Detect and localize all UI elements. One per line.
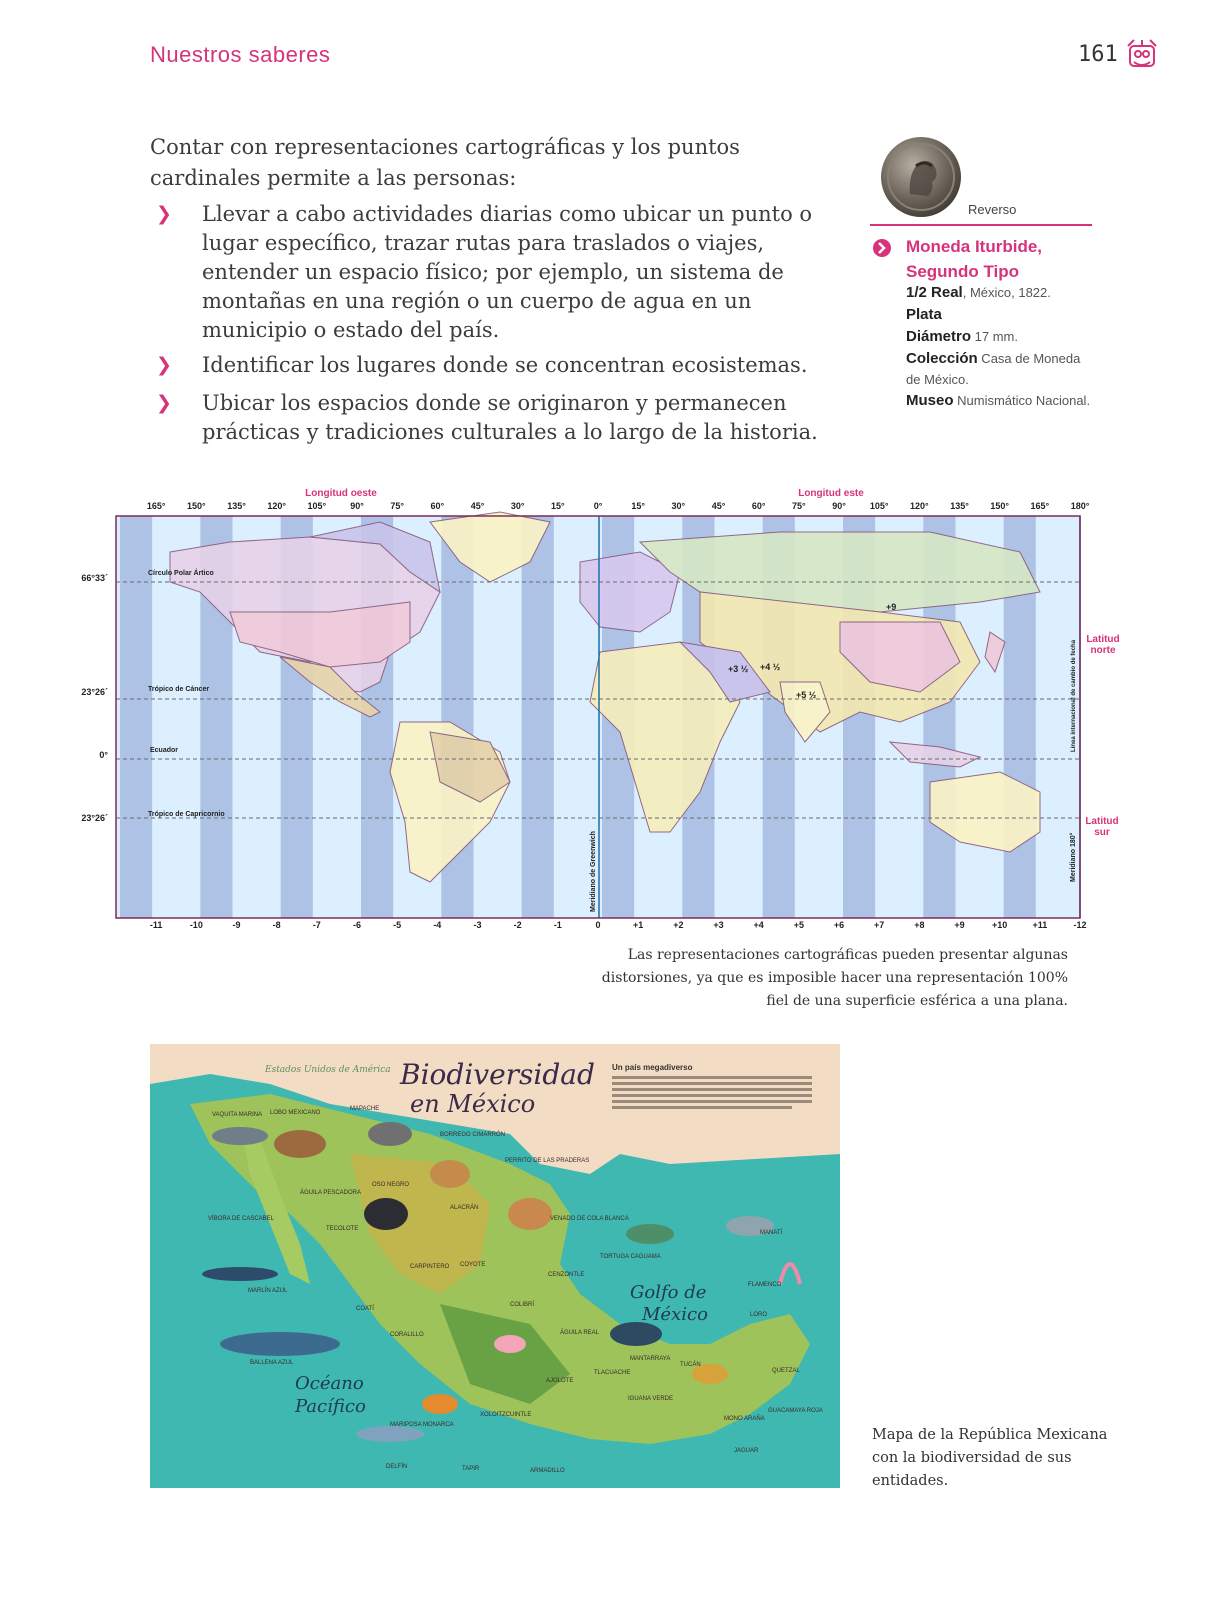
latitude-north-label: Latitud [1086, 634, 1120, 645]
latitude-name: Ecuador [150, 747, 179, 754]
timezone-label: -5 [393, 920, 402, 930]
ocean-label: Océano [295, 1373, 364, 1394]
longitude-tick-label: 45° [470, 501, 485, 511]
animal-label: VAQUITA MARINA [212, 1112, 263, 1118]
animal-label: LORO [750, 1312, 768, 1318]
animal-label: BALLENA AZUL [250, 1360, 294, 1366]
animal-label: MONO ARAÑA [724, 1416, 765, 1422]
timezone-label: -4 [433, 920, 442, 930]
latitude-name: Trópico de Cáncer [148, 686, 210, 693]
timezone-label: -10 [189, 920, 203, 930]
biodiversity-map [150, 1044, 840, 1488]
animal-label: VÍBORA DE CASCABEL [208, 1216, 275, 1222]
chevron-right-icon: ❯ [156, 354, 172, 376]
longitude-tick-label: 105° [869, 501, 889, 511]
longitude-tick-label: 165° [146, 501, 166, 511]
animal-label: FLAMENCO [748, 1282, 782, 1288]
aztec-glyph-icon [1124, 38, 1160, 74]
longitude-tick-label: 150° [187, 501, 206, 511]
animal-label: ARMADILLO [530, 1468, 565, 1474]
longitude-tick-label: 135° [227, 501, 246, 511]
longitude-west-label: Longitud oeste [305, 488, 377, 499]
longitude-tick-label: 150° [990, 501, 1009, 511]
zone-mark: +5 ½ [796, 690, 817, 700]
animal-label: JAGUAR [734, 1448, 759, 1454]
bio-map-caption: Mapa de la República Mexicana con la biodiversidad de sus entidades. [872, 1427, 1108, 1489]
timezone-label: +7 [874, 920, 885, 930]
latitude-name: Trópico de Capricornio [148, 811, 225, 818]
svg-text:Pacífico: Pacífico [295, 1396, 366, 1417]
timezone-label: +2 [673, 920, 684, 930]
section-title: Nuestros saberes [150, 42, 331, 67]
longitude-tick-label: 180° [1070, 501, 1090, 511]
coin-collection: Colección Casa de Moneda de México. [906, 350, 1081, 387]
animal-label: TAPIR [462, 1466, 480, 1472]
zone-mark: +3 ½ [728, 664, 749, 674]
animal-label: COYOTE [460, 1262, 486, 1268]
timezone-label: -6 [352, 920, 362, 930]
animal-label: COLIBRÍ [510, 1302, 535, 1308]
chevron-right-icon: ❯ [156, 392, 172, 414]
divider [870, 224, 1092, 226]
coin-diameter: Diámetro 17 mm. [906, 328, 1018, 345]
animal-label: IGUANA VERDE [628, 1396, 674, 1402]
animal-label: MARIPOSA MONARCA [390, 1422, 454, 1428]
coin-material: Plata [906, 306, 942, 323]
longitude-tick-label: 105° [307, 501, 327, 511]
timezone-label: -2 [513, 920, 522, 930]
longitude-tick-label: 15° [551, 501, 565, 511]
longitude-east-label: Longitud este [798, 488, 864, 499]
coin-title: Moneda Iturbide, Segundo Tipo [906, 237, 1042, 281]
animal-label: ÁGUILA PESCADORA [300, 1190, 362, 1196]
longitude-tick-label: 30° [510, 501, 525, 511]
animal-label: VENADO DE COLA BLANCA [550, 1216, 629, 1222]
timezone-label: +8 [914, 920, 925, 930]
world-timezone-map [80, 482, 1140, 938]
meridian-180-label: Meridiano 180° [1070, 832, 1077, 882]
timezone-label: -1 [553, 920, 562, 930]
animal-label: XOLOITZCUINTLE [480, 1412, 532, 1418]
animal-label: ALACRÁN [450, 1205, 479, 1211]
animal-label: QUETZAL [772, 1368, 800, 1374]
longitude-tick-label: 120° [267, 501, 286, 511]
longitude-tick-label: 75° [390, 501, 404, 511]
animal-label: TECOLOTE [326, 1226, 359, 1232]
longitude-tick-label: 60° [751, 501, 766, 511]
usa-label: Estados Unidos de América [265, 1065, 391, 1075]
animal-label: BORREGO CIMARRÓN [440, 1132, 506, 1138]
timezone-label: -7 [312, 920, 321, 930]
svg-text:México: México [642, 1304, 708, 1325]
longitude-tick-label: 60° [430, 501, 445, 511]
animal-label: MARLÍN AZUL [248, 1288, 288, 1294]
longitude-tick-label: 45° [711, 501, 726, 511]
longitude-tick-label: 120° [910, 501, 929, 511]
bio-sidebar-title: Un país megadiverso [612, 1063, 693, 1072]
longitude-tick-label: 135° [950, 501, 969, 511]
timezone-label: -9 [232, 920, 241, 930]
animal-label: PERRITO DE LAS PRADERAS [505, 1158, 590, 1164]
latitude-degree: 23°26´ [81, 813, 108, 823]
world-map-caption: Las representaciones cartográficas pueden presentar algunas distorsiones, ya que es imposible hacer una representación 100% fiel de una superficie esférica a una plana. [601, 947, 1068, 1009]
animal-label: TORTUGA CAGUAMA [600, 1254, 661, 1260]
coin-museum: Museo Numismático Nacional. [906, 392, 1091, 409]
longitude-tick-label: 75° [792, 501, 806, 511]
timezone-label: +1 [633, 920, 644, 930]
coin-image [880, 136, 962, 218]
timezone-stripe [522, 516, 554, 918]
timezone-label: -11 [149, 920, 163, 930]
animal-label: TLACUACHE [594, 1370, 631, 1376]
animal-label: OSO NEGRO [372, 1182, 410, 1188]
longitude-tick-label: 15° [631, 501, 645, 511]
timezone-label: +11 [1032, 920, 1048, 930]
animal-label: MAPACHE [350, 1106, 380, 1112]
timezone-label: +4 [753, 920, 764, 930]
latitude-degree: 0° [99, 750, 108, 760]
animal-label: GUACAMAYA ROJA [768, 1408, 823, 1414]
latitude-name: Círculo Polar Ártico [148, 570, 214, 577]
timezone-label: +3 [713, 920, 724, 930]
latitude-degree: 23°26´ [81, 687, 108, 697]
timezone-label: +10 [992, 920, 1008, 930]
zone-mark: +9 [886, 602, 897, 612]
animal-label: COATÍ [356, 1306, 374, 1312]
zone-mark: +4 ½ [760, 662, 781, 672]
page-number: 161 [1078, 42, 1118, 67]
latitude-south-label: Latitud [1085, 816, 1119, 827]
timezone-label: -8 [272, 920, 281, 930]
timezone-label: +5 [793, 920, 804, 930]
svg-text:norte: norte [1090, 645, 1116, 656]
animal-label: MANTARRAYA [630, 1356, 671, 1362]
animal-label: LOBO MEXICANO [270, 1110, 321, 1116]
animal-label: CORALILLO [390, 1332, 424, 1338]
longitude-tick-label: 30° [671, 501, 686, 511]
animal-label: ÁGUILA REAL [560, 1330, 600, 1336]
arrow-circle-icon [872, 238, 892, 258]
chevron-right-icon: ❯ [156, 203, 172, 225]
timezone-label: -12 [1073, 920, 1087, 930]
gulf-label: Golfo de [630, 1282, 707, 1303]
longitude-tick-label: 0° [593, 501, 603, 511]
timezone-label: -3 [473, 920, 482, 930]
animal-label: AJOLOTE [546, 1378, 574, 1384]
timezone-label: 0 [595, 920, 601, 930]
longitude-tick-label: 165° [1030, 501, 1050, 511]
timezone-label: +6 [833, 920, 845, 930]
coin-value: 1/2 Real, México, 1822. [906, 284, 1051, 301]
svg-text:sur: sur [1094, 827, 1110, 838]
bio-map-title: Biodiversidad [400, 1058, 595, 1091]
longitude-tick-label: 90° [350, 501, 364, 511]
date-line-label: Línea internacional de cambio de fecha [1071, 639, 1077, 752]
animal-label: TUCÁN [680, 1362, 701, 1368]
animal-label: DELFÍN [386, 1464, 408, 1470]
intro-paragraph: Contar con representaciones cartográficas y los puntos cardinales permite a las personas: [150, 135, 740, 190]
coin-side-label: Reverso [968, 202, 1017, 217]
animal-label: MANATÍ [760, 1230, 783, 1236]
greenwich-label: Meridiano de Greenwich [590, 831, 597, 912]
latitude-degree: 66°33´ [81, 573, 108, 583]
svg-text:en México: en México [410, 1090, 536, 1118]
timezone-label: +9 [954, 920, 965, 930]
longitude-tick-label: 90° [832, 501, 846, 511]
animal-label: CENZONTLE [548, 1272, 585, 1278]
animal-label: CARPINTERO [410, 1264, 450, 1270]
